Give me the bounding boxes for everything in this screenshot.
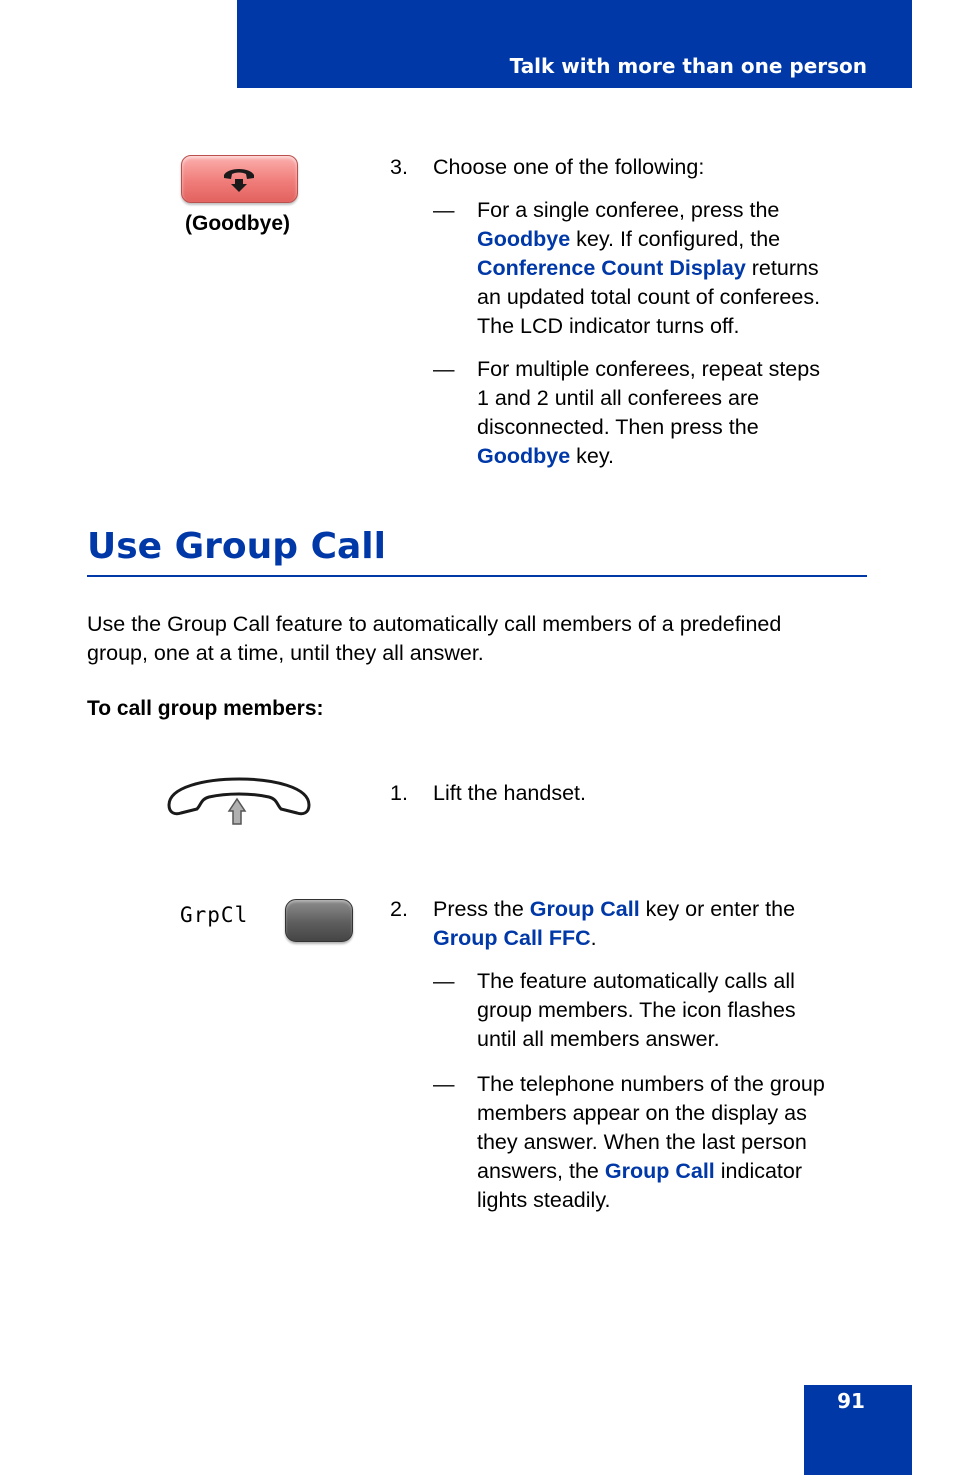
hang-up-handset-icon (222, 164, 256, 194)
bullet-dash: — (433, 969, 455, 993)
goodbye-key-caption: (Goodbye) (185, 212, 290, 235)
group-call-ffc-ref: Group Call FFC (433, 926, 591, 950)
bullet-dash: — (433, 357, 455, 381)
lcd-softkey-label: GrpCl (180, 903, 249, 927)
step-number: 2. (390, 897, 408, 921)
step-text: Lift the handset. (433, 781, 586, 805)
step-text: Press the Group Call key or enter the Group Call FFC. (433, 897, 796, 950)
goodbye-key-ref: Goodbye (477, 227, 571, 251)
bullet-text: The feature automatically calls all group members. The icon flashes until all members answer. (477, 969, 796, 1051)
lift-handset-icon (165, 775, 313, 827)
procedure-heading: To call group members: (87, 697, 324, 720)
group-call-key-ref: Group Call (529, 897, 640, 921)
group-call-key-icon (285, 899, 353, 942)
bullet-dash: — (433, 198, 455, 222)
step-text: Choose one of the following: (433, 155, 705, 179)
step-number: 1. (390, 781, 408, 805)
conference-count-display-ref: Conference Count Display (477, 256, 746, 280)
section-intro: Use the Group Call feature to automatically call members of a predefined group, one at a time, until they all answer. (87, 612, 782, 665)
bullet-dash: — (433, 1072, 455, 1096)
goodbye-key-icon (181, 155, 298, 203)
goodbye-key-ref: Goodbye (477, 444, 571, 468)
step-number: 3. (390, 155, 408, 179)
header-bar (237, 0, 912, 88)
page-number-box (804, 1385, 912, 1475)
section-title: Use Group Call (87, 526, 386, 567)
section-divider (87, 575, 867, 577)
bullet-text: For a single conferee, press the Goodbye key. If configured, the Conference Count Display returns an updated total count of conferees. The LCD indicator turns off. (477, 198, 821, 338)
group-call-indicator-ref: Group Call (604, 1159, 715, 1183)
running-header-title: Talk with more than one person (509, 54, 867, 78)
bullet-text: For multiple conferees, repeat steps 1 and 2 until all conferees are disconnected. Then press the Goodbye key. (477, 357, 820, 468)
bullet-text: The telephone numbers of the group members appear on the display as they answer. When the last person answers, the Group Call indicator lights steadily. (477, 1072, 825, 1212)
page-number: 91 (837, 1389, 865, 1413)
